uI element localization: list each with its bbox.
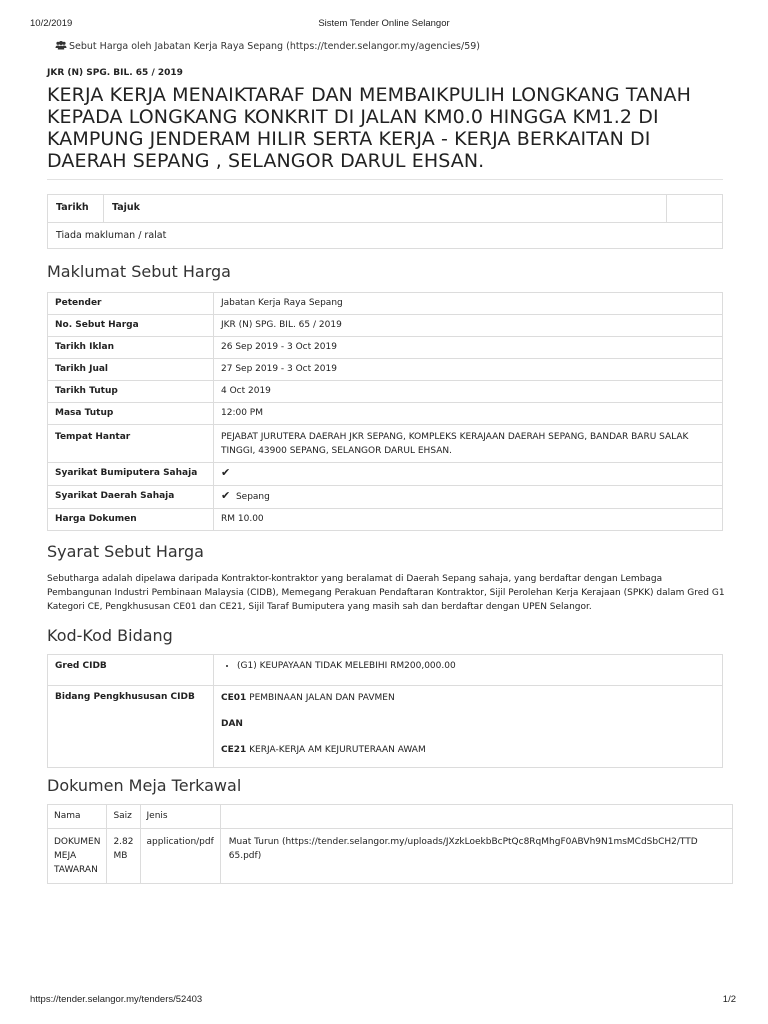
syarat-text: Sebutharga adalah dipelawa daripada Kontraktor-kontraktor yang beralamat di Daerah Sepang sahaja, yang berdaftar dengan Lembaga Pembangunan Industri Pembinaan Malaysia (CIDB), Memegang Perakuan Pendaftaran Kontraktor, Sijil Perolehan Kerja Kerajaan (SPKK) dalam Gred G1 Kategori CE, Pengkhususan CE01 dan CE21, Sijil Taraf Bumiputera yang masih sah dan berdaftar dengan UPEN Selangor.: [47, 574, 725, 612]
download-link[interactable]: Muat Turun (https://tender.selangor.my/uploads/JXzkLoekbBcPtQc8RqMhgF0ABVh9N1msMCdSbCH2/TTD 65.pdf): [220, 829, 732, 884]
syarikat-daerah-value: [214, 486, 723, 509]
notices-header-date: Tarikh: [48, 195, 104, 223]
dokumen-heading: Dokumen Meja Terkawal: [47, 776, 242, 795]
dokumen-name: DOKUMEN MEJA TAWARAN: [48, 829, 107, 884]
tarikh-iklan-value: 26 Sep 2019 - 3 Oct 2019: [214, 337, 723, 359]
gred-cidb-label: Gred CIDB: [48, 655, 214, 686]
table-row: [48, 463, 723, 486]
table-row: [48, 486, 723, 509]
no-sebut-harga-label: No. Sebut Harga: [48, 315, 214, 337]
tempat-hantar-value: PEJABAT JURUTERA DAERAH JKR SEPANG, KOMPLEKS KERAJAAN DAERAH SEPANG, BANDAR BARU SALAK TINGGI, 43900 SEPANG, SELANGOR DARUL EHSAN.: [214, 425, 723, 463]
dokumen-header-jenis: Jenis: [140, 805, 220, 829]
table-row: [48, 381, 723, 403]
tarikh-iklan-label: Tarikh Iklan: [48, 337, 214, 359]
kod-bidang-heading: Kod-Kod Bidang: [47, 626, 173, 645]
tarikh-jual-value: 27 Sep 2019 - 3 Oct 2019: [214, 359, 723, 381]
syarat-heading: Syarat Sebut Harga: [47, 542, 204, 561]
harga-dokumen-value: RM 10.00: [214, 509, 723, 531]
users-icon: [55, 41, 67, 50]
dokumen-size: 2.82 MB: [107, 829, 140, 884]
tempat-hantar-label: Tempat Hantar: [48, 425, 214, 463]
bidang-pengkhususan-label: Bidang Pengkhususan CIDB: [48, 686, 214, 768]
print-date: 10/2/2019: [30, 18, 73, 29]
title-divider: [47, 179, 723, 180]
masa-tutup-value: 12:00 PM: [214, 403, 723, 425]
dokumen-header-action: [220, 805, 732, 829]
syarikat-daerah-text: Sepang: [235, 492, 270, 502]
code-ce01: CE01: [221, 693, 247, 703]
tender-title: KERJA KERJA MENAIKTARAF DAN MEMBAIKPULIH LONGKANG TANAH KEPADA LONGKANG KONKRIT DI JALAN KM0.0 HINGGA KM1.2 DI KAMPUNG JENDERAM HILIR SERTA KERJA - KERJA BERKAITAN DI DAERAH SEPANG , SELANGOR DARUL EHSAN.: [47, 84, 692, 172]
table-row: [48, 509, 723, 531]
gred-cidb-value: [214, 655, 723, 686]
agency-link[interactable]: [55, 41, 480, 52]
table-row: [48, 686, 723, 768]
tender-ref-no: JKR (N) SPG. BIL. 65 / 2019: [47, 68, 183, 78]
print-url: https://tender.selangor.my/tenders/52403: [30, 994, 203, 1005]
table-row: [48, 425, 723, 463]
tarikh-jual-label: Tarikh Jual: [48, 359, 214, 381]
page-number: 1/2: [722, 994, 736, 1005]
notices-empty-text: Tiada makluman / ralat: [48, 223, 723, 249]
print-footer: [30, 994, 738, 1006]
syarikat-bumiputera-label: Syarikat Bumiputera Sahaja: [48, 463, 214, 486]
bidang-pengkhususan-value: [214, 686, 723, 768]
petender-value: Jabatan Kerja Raya Sepang: [214, 293, 723, 315]
table-row: [48, 337, 723, 359]
print-site-title: Sistem Tender Online Selangor: [318, 18, 450, 29]
syarikat-bumiputera-value: [214, 463, 723, 486]
notices-header-title: Tajuk: [104, 195, 667, 223]
kod-bidang-table: [47, 654, 723, 768]
check-icon: ✔: [221, 466, 231, 479]
gred-cidb-item: • (G1) KEUPAYAAN TIDAK MELEBIHI RM200,000.00: [237, 661, 715, 671]
masa-tutup-label: Masa Tutup: [48, 403, 214, 425]
maklumat-heading: Maklumat Sebut Harga: [47, 262, 231, 281]
table-row: [48, 655, 723, 686]
table-row: [48, 293, 723, 315]
tarikh-tutup-label: Tarikh Tutup: [48, 381, 214, 403]
table-row: [48, 403, 723, 425]
print-header: [30, 18, 738, 32]
table-header-row: [48, 805, 733, 829]
code-ce01-desc: PEMBINAAN JALAN DAN PAVMEN: [249, 693, 395, 703]
agency-link-text: Sebut Harga oleh Jabatan Kerja Raya Sepang (https://tender.selangor.my/agencies/59): [69, 41, 481, 52]
check-icon: ✔: [221, 489, 231, 502]
syarikat-daerah-label: Syarikat Daerah Sahaja: [48, 486, 214, 509]
dokumen-table: [47, 804, 733, 884]
table-row: [48, 829, 733, 884]
code-connector: DAN: [221, 719, 243, 729]
petender-label: Petender: [48, 293, 214, 315]
tarikh-tutup-value: 4 Oct 2019: [214, 381, 723, 403]
dokumen-type: application/pdf: [140, 829, 220, 884]
no-sebut-harga-value: JKR (N) SPG. BIL. 65 / 2019: [214, 315, 723, 337]
table-row: [48, 315, 723, 337]
notices-header-blank: [667, 195, 723, 223]
table-row: [48, 359, 723, 381]
harga-dokumen-label: Harga Dokumen: [48, 509, 214, 531]
code-ce21: CE21: [221, 745, 247, 755]
dokumen-header-nama: Nama: [48, 805, 107, 829]
dokumen-header-saiz: Saiz: [107, 805, 140, 829]
code-ce21-desc: KERJA-KERJA AM KEJURUTERAAN AWAM: [249, 745, 426, 755]
maklumat-table: [47, 292, 723, 531]
notices-table: [47, 194, 723, 249]
